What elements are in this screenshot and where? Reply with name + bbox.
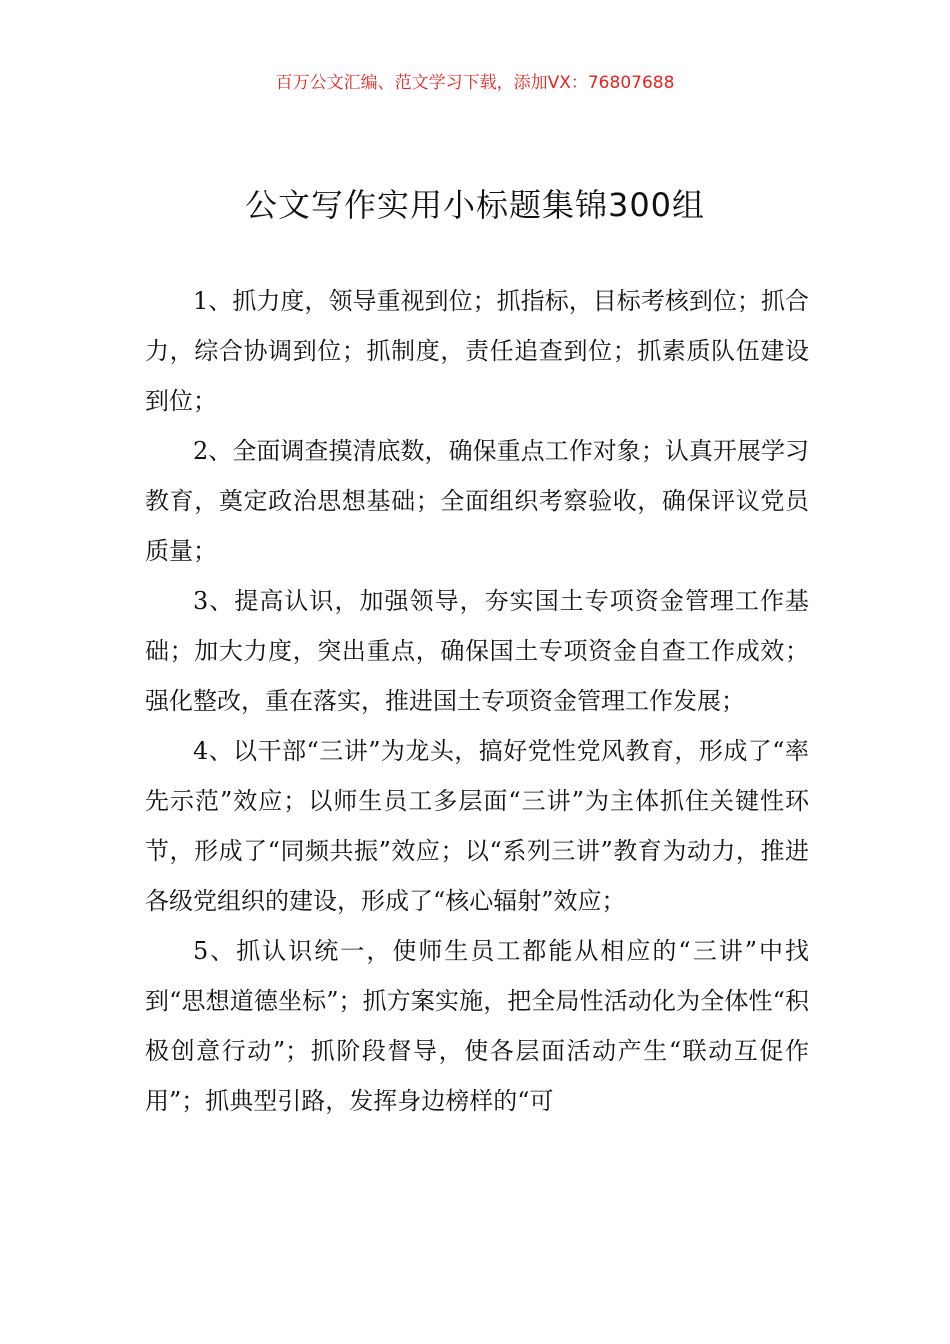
- document-body: [145, 276, 809, 1126]
- paragraph: 1、抓力度，领导重视到位；抓指标，目标考核到位；抓合力，综合协调到位；抓制度，责任追查到位；抓素质队伍建设到位；: [145, 287, 809, 415]
- paragraph: 5、抓认识统一，使师生员工都能从相应的“三讲”中找到“思想道德坐标”；抓方案实施，把全局性活动化为全体性“积极创意行动”；抓阶段督导，使各层面活动产生“联动互促作用”；抓典型引路，发挥身边榜样的“可: [145, 937, 809, 1115]
- header-note: 百万公文汇编、范文学习下载，添加VX：76807688: [275, 73, 675, 93]
- paragraph: 3、提高认识，加强领导，夯实国土专项资金管理工作基础；加大力度，突出重点，确保国土专项资金自查工作成效；强化整改，重在落实，推进国土专项资金管理工作发展；: [145, 587, 809, 715]
- document-title: 公文写作实用小标题集锦300组: [244, 186, 706, 224]
- paragraph: 4、以干部“三讲”为龙头，搞好党性党风教育，形成了“率先示范”效应；以师生员工多层面“三讲”为主体抓住关键性环节，形成了“同频共振”效应；以“系列三讲”教育为动力，推进各级党组织的建设，形成了“核心辐射”效应；: [145, 737, 809, 915]
- paragraph: 2、全面调查摸清底数，确保重点工作对象；认真开展学习教育，奠定政治思想基础；全面组织考察验收，确保评议党员质量；: [145, 437, 809, 565]
